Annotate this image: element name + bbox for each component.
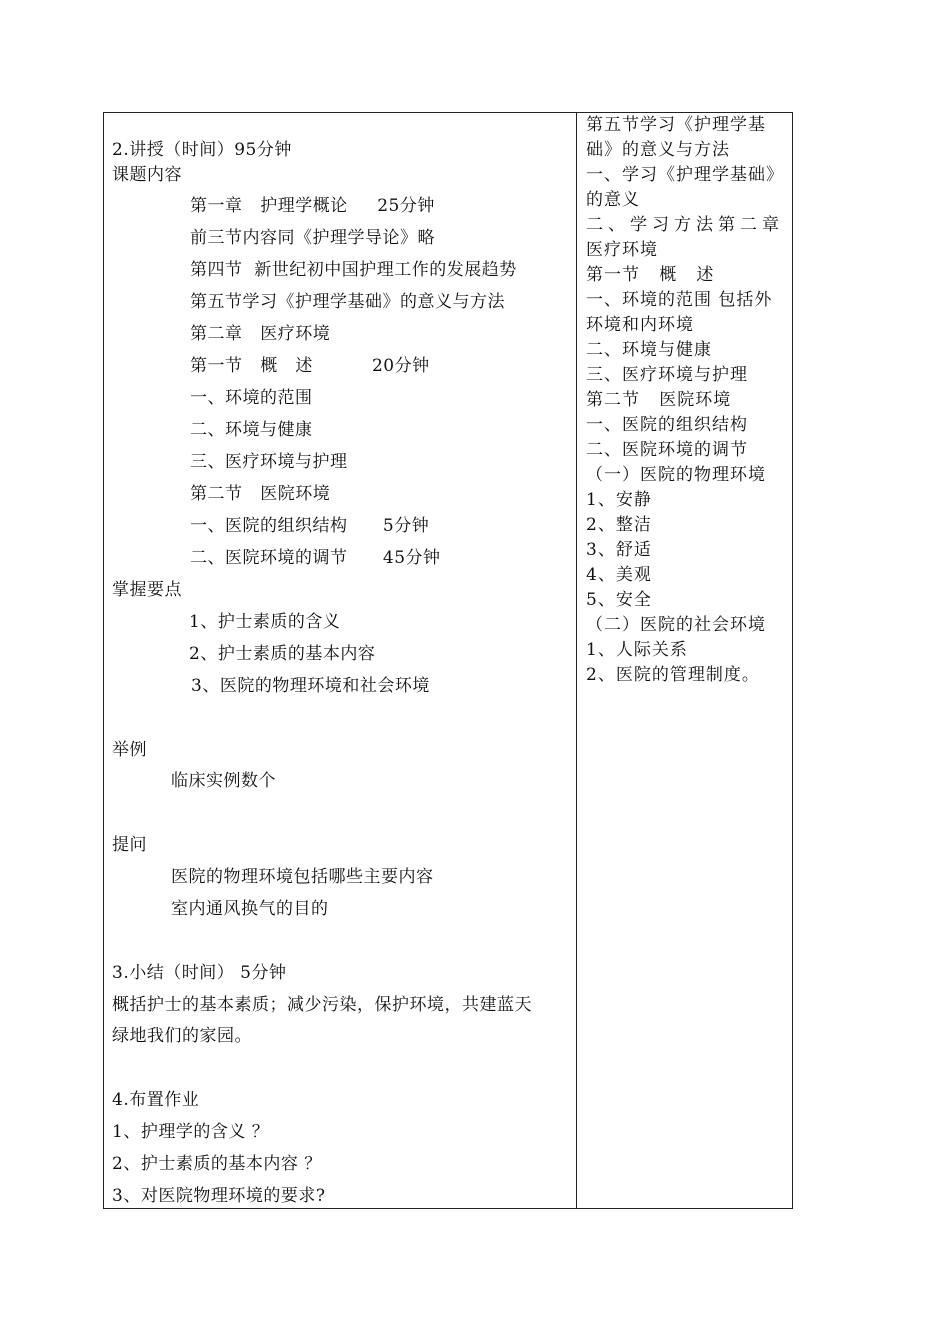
- ch2-sec2-item1: 一、医院的组织结构 5分钟: [190, 516, 430, 536]
- right-line-12: 第二节 医院环境: [586, 390, 732, 410]
- ch2-sec1-item2: 二、环境与健康: [190, 420, 313, 440]
- question-label: 提问: [112, 835, 147, 855]
- homework-3: 3、对医院物理环境的要求?: [112, 1186, 326, 1206]
- ch2-sec2-heading: 第二节 医院环境: [190, 484, 331, 504]
- ch2-sec1-item3: 三、医疗环境与护理: [190, 452, 348, 472]
- right-line-11: 三、医疗环境与护理: [586, 365, 748, 385]
- right-line-9: 环境和内环境: [586, 315, 694, 335]
- right-line-15: （一）医院的物理环境: [586, 465, 766, 485]
- right-line-4: 的意义: [586, 190, 640, 210]
- right-line-16: 1、安静: [586, 490, 652, 510]
- summary-line-2: 绿地我们的家园。: [112, 1026, 252, 1046]
- question-2: 室内通风换气的目的: [171, 899, 329, 919]
- lecture-heading: 2.讲授（时间）95分钟: [112, 140, 292, 160]
- right-line-13: 一、医院的组织结构: [586, 415, 748, 435]
- homework-2: 2、护士素质的基本内容 ？: [112, 1154, 322, 1174]
- homework-heading: 4.布置作业: [112, 1090, 200, 1110]
- right-line-23: 2、医院的管理制度。: [586, 665, 760, 685]
- right-line-20: 5、安全: [586, 590, 652, 610]
- right-line-18: 3、舒适: [586, 540, 652, 560]
- right-line-21: （二）医院的社会环境: [586, 615, 766, 635]
- example-text: 临床实例数个: [171, 771, 276, 791]
- key-point-2: 2、护士素质的基本内容: [189, 644, 376, 664]
- ch2-sec1-item1: 一、环境的范围: [190, 388, 313, 408]
- right-line-3: 一、学习《护理学基础》: [586, 165, 784, 185]
- right-line-1: 第五节学习《护理学基: [586, 115, 766, 135]
- key-point-3: 3、医院的物理环境和社会环境: [191, 676, 430, 696]
- right-line-19: 4、美观: [586, 565, 652, 585]
- chapter1-heading: 第一章 护理学概论 25分钟: [190, 196, 435, 216]
- key-point-1: 1、护士素质的含义: [189, 612, 341, 632]
- right-line-2: 础》的意义与方法: [586, 140, 730, 160]
- right-line-17: 2、整洁: [586, 515, 652, 535]
- chapter2-heading: 第二章 医疗环境: [190, 324, 331, 344]
- ch2-sec2-item2: 二、医院环境的调节 45分钟: [190, 548, 441, 568]
- right-line-7: 第一节 概 述: [586, 265, 715, 285]
- summary-heading: 3.小结（时间） 5分钟: [112, 963, 287, 983]
- section5-heading: 第五节学习《护理学基础》的意义与方法: [190, 292, 505, 312]
- right-line-6: 医疗环境: [586, 240, 658, 260]
- right-line-8: 一、环境的范围 包括外: [586, 290, 773, 310]
- right-line-22: 1、人际关系: [586, 640, 688, 660]
- summary-line-1: 概括护士的基本素质；减少污染，保护环境，共建蓝天: [112, 995, 532, 1015]
- homework-1: 1、护理学的含义 ？: [112, 1122, 270, 1142]
- key-points-label: 掌握要点: [112, 580, 182, 600]
- topic-label: 课题内容: [112, 165, 182, 185]
- question-1: 医院的物理环境包括哪些主要内容: [171, 867, 434, 887]
- right-line-14: 二、医院环境的调节: [586, 440, 748, 460]
- sections-1-3-note: 前三节内容同《护理学导论》略: [190, 228, 435, 248]
- ch2-sec1-heading: 第一节 概 述 20分钟: [190, 356, 430, 376]
- right-line-5: 二、学习方法第二章: [586, 215, 784, 235]
- example-label: 举例: [112, 740, 147, 760]
- right-line-10: 二、环境与健康: [586, 340, 712, 360]
- section4-heading: 第四节 新世纪初中国护理工作的发展趋势: [190, 260, 517, 280]
- column-divider: [576, 112, 577, 1209]
